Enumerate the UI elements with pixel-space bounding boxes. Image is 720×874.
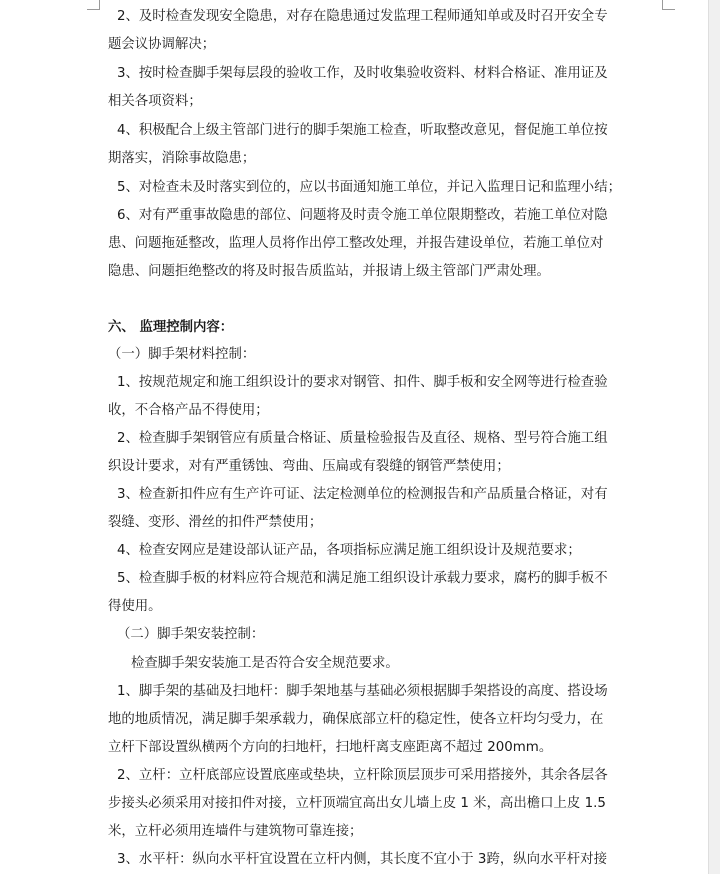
text-line: 4、检查安网应是建设部认证产品，各项指标应满足施工组织设计及规范要求； <box>117 543 581 558</box>
text-line: 5、检查脚手板的材料应符合规范和满足施工组织设计承载力要求，腐朽的脚手板不 <box>117 571 608 586</box>
text-line: 2、检查脚手架钢管应有质量合格证、质量检验报告及直径、规格、型号符合施工组 <box>117 431 608 446</box>
text-line: 6、对有严重事故隐患的部位、问题将及时责令施工单位限期整改，若施工单位对隐 <box>117 208 608 223</box>
text-line: 1、按规范规定和施工组织设计的要求对钢管、扣件、脚手板和安全网等进行检查验 <box>117 375 608 390</box>
text-line: 患、问题拖延整改，监理人员将作出停工整改处理，并报告建设单位，若施工单位对 <box>108 236 604 251</box>
text-line: 期落实，消除事故隐患； <box>108 151 256 166</box>
text-line: 3、检查新扣件应有生产许可证、法定检测单位的检测报告和产品质量合格证，对有 <box>117 487 608 502</box>
text-line: 检查脚手架安装施工是否符合安全规范要求。 <box>131 656 399 671</box>
text-line: 题会议协调解决； <box>108 37 216 52</box>
text-line: 收，不合格产品不得使用； <box>108 403 269 418</box>
vertical-scrollbar[interactable] <box>708 0 720 874</box>
margin-corner-mark <box>662 0 675 10</box>
text-line: 3、按时检查脚手架每层段的验收工作，及时收集验收资料、材料合格证、准用证及 <box>117 66 608 81</box>
text-line: 隐患、问题拒绝整改的将及时报告质监站，并报请上级主管部门严肃处理。 <box>108 264 550 279</box>
text-line: 步接头必须采用对接扣件对接，立杆顶端宜高出女儿墙上皮 1 米，高出檐口上皮 1.5 <box>108 796 606 811</box>
text-line: 立杆下部设置纵横两个方向的扫地杆，扫地杆离支座距离不超过 200mm。 <box>108 740 553 755</box>
text-line: 4、积极配合上级主管部门进行的脚手架施工检查，听取整改意见，督促施工单位按 <box>117 123 608 138</box>
margin-corner-mark <box>87 0 100 10</box>
subsection-heading: （二）脚手架安装控制： <box>117 627 265 642</box>
section-heading: 六、 监理控制内容： <box>108 320 234 335</box>
text-line: 2、及时检查发现安全隐患，对存在隐患通过发监理工程师通知单或及时召开安全专 <box>117 9 608 24</box>
subsection-heading: （一）脚手架材料控制： <box>108 347 256 362</box>
text-line: 2、立杆：立杆底部应设置底座或垫块，立杆除顶层顶步可采用搭接外，其余各层各 <box>117 768 608 783</box>
text-line: 1、脚手架的基础及扫地杆：脚手架地基与基础必须根据脚手架搭设的高度、搭设场 <box>117 684 608 699</box>
text-line: 地的地质情况，满足脚手架承载力，确保底部立杆的稳定性，使各立杆均匀受力，在 <box>108 712 604 727</box>
text-line: 得使用。 <box>108 599 162 614</box>
text-line: 米，立杆必须用连墙件与建筑物可靠连接； <box>108 824 363 839</box>
text-line: 裂缝、变形、滑丝的扣件严禁使用； <box>108 515 323 530</box>
text-line: 相关各项资料； <box>108 94 202 109</box>
text-line: 3、水平杆：纵向水平杆宜设置在立杆内侧，其长度不宜小于 3跨，纵向水平杆对接 <box>117 852 607 867</box>
text-line: 5、对检查未及时落实到位的，应以书面通知施工单位，并记入监理日记和监理小结； <box>117 180 621 195</box>
text-line: 织设计要求，对有严重锈蚀、弯曲、压扁或有裂缝的钢管严禁使用； <box>108 459 510 474</box>
